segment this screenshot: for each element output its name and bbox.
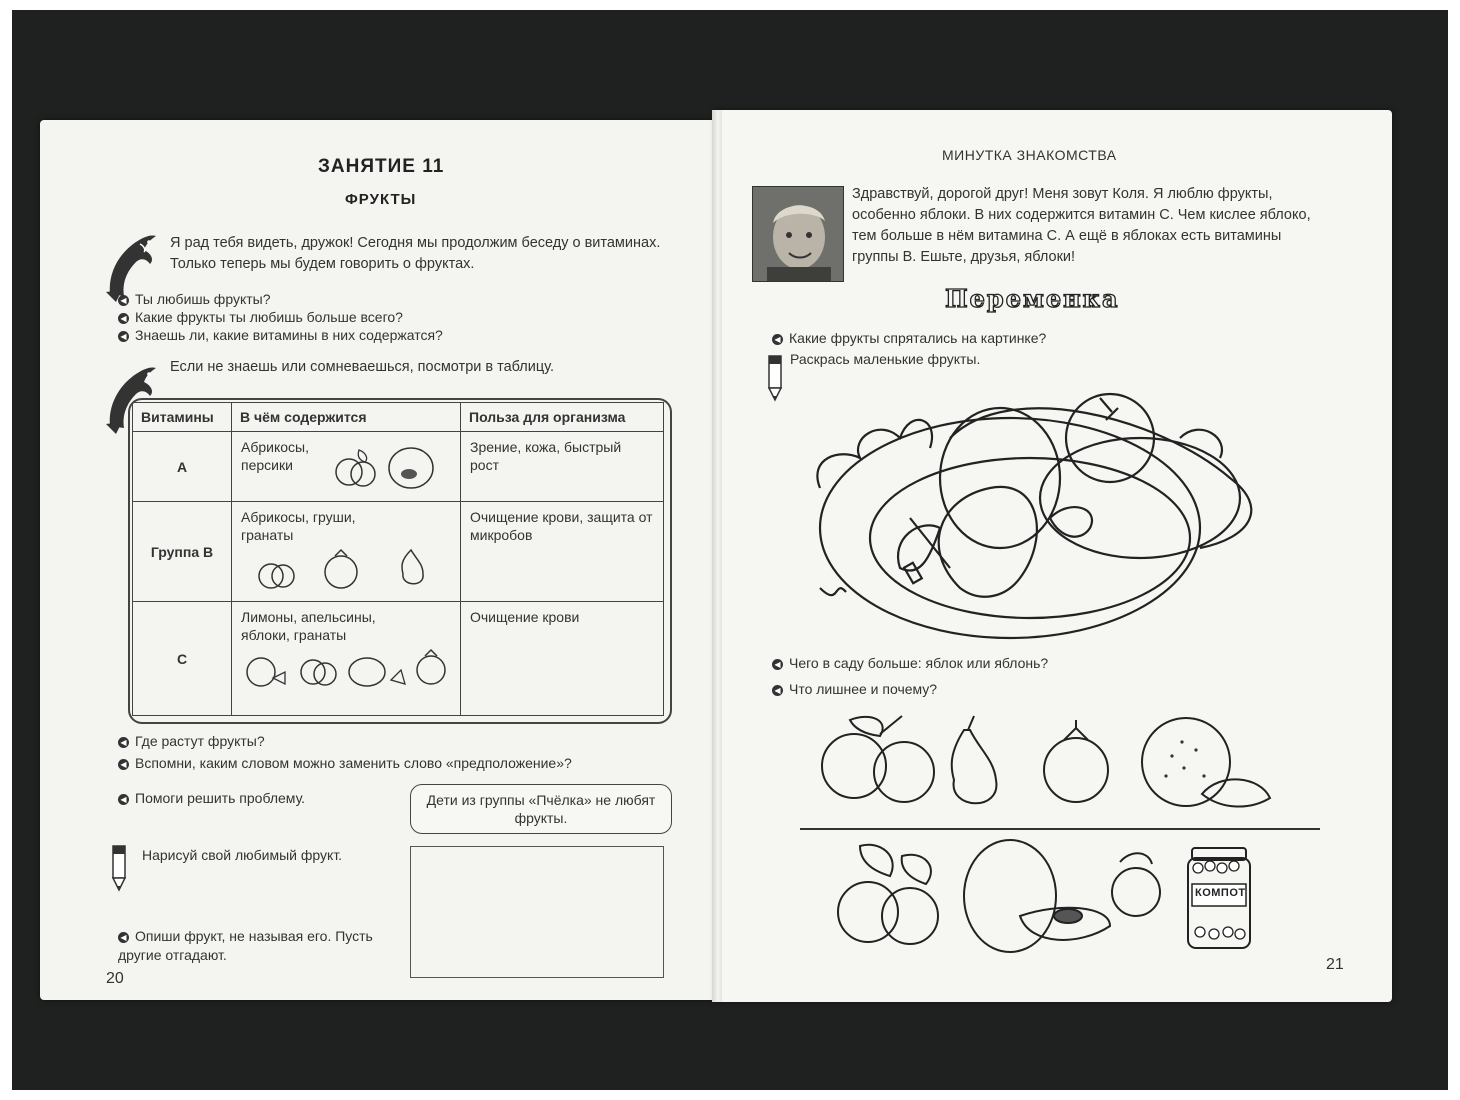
greeting-text: Здравствуй, дорогой друг! Меня зовут Коля. Я люблю фрукты, особенно яблоки. В них содержится витамин С. Чем кислее яблоко, тем больше в нём витамина С. А ещё в яблоках есть витамины группы В. Ешьте, друзья, яблоки!	[852, 186, 1311, 265]
source-cell	[232, 432, 461, 502]
column-header: Витамины	[133, 403, 232, 432]
jar-label: КОМПОТ	[1195, 887, 1246, 899]
table-row	[133, 602, 664, 716]
questions-bottom	[118, 732, 572, 772]
question-item: ◀ Ты любишь фрукты?	[118, 290, 443, 308]
column-header: Польза для организма	[461, 403, 664, 432]
bullet-icon: ◀	[118, 313, 129, 324]
boy-face-icon	[753, 187, 843, 281]
problem-prompt: ◀ Помоги решить проблему.	[118, 789, 305, 807]
vitamin-cell: С	[133, 602, 232, 716]
hidden-fruits-picture	[800, 378, 1280, 648]
source-cell	[232, 602, 461, 716]
section-header: МИНУТКА ЗНАКОМСТВА	[942, 147, 1117, 163]
question-garden: ◀ Чего в саду больше: яблок или яблонь?	[772, 654, 1048, 672]
question-odd-one: ◀ Что лишнее и почему?	[772, 680, 937, 698]
tomato-icon	[1044, 738, 1108, 802]
vitamin-cell: А	[133, 432, 232, 502]
question-item: ◀ Вспомни, каким словом можно заменить слово «предположение»?	[118, 754, 572, 772]
source-text: Лимоны, апельсины, яблоки, гранаты	[241, 609, 376, 643]
bullet-icon: ◀	[118, 932, 129, 943]
book-spine	[712, 110, 722, 1002]
apple-icon	[822, 734, 886, 798]
orange-icon	[1142, 718, 1230, 806]
source-cell	[232, 502, 461, 602]
page-number-left: 20	[106, 970, 124, 987]
drawing-box[interactable]	[410, 846, 664, 978]
pear-icon	[952, 730, 997, 803]
pencil-icon	[104, 842, 134, 892]
source-text: Абрикосы, груши, гранаты	[241, 509, 356, 543]
vitamin-table	[132, 402, 664, 716]
fruit-row-1	[810, 706, 1280, 814]
bullet-icon: ◀	[118, 794, 129, 805]
bullet-icon: ◀	[772, 334, 783, 345]
table-intro: Если не знаешь или сомневаешься, посмотри в таблицу.	[170, 359, 555, 375]
source-text: Абрикосы, персики	[241, 439, 309, 473]
problem-bubble: Дети из группы «Пчёлка» не любят фрукты.	[410, 784, 672, 834]
table-header-row	[133, 403, 664, 432]
page-number-right: 21	[1326, 956, 1344, 973]
break-title: Переменка	[945, 284, 1120, 313]
benefit-cell: Очищение крови, защита от микробов	[461, 502, 664, 602]
question-item: ◀ Знаешь ли, какие витамины в них содержатся?	[118, 326, 443, 344]
bullet-icon: ◀	[118, 295, 129, 306]
plum-icon	[1112, 868, 1160, 916]
row-separator	[800, 828, 1320, 830]
bullet-icon: ◀	[772, 659, 783, 670]
question-item: ◀ Какие фрукты ты любишь больше всего?	[118, 308, 443, 326]
vitamin-cell: Группа В	[133, 502, 232, 602]
boy-photo	[752, 186, 844, 282]
apricot-pomegranate-pear-icon	[241, 544, 431, 592]
describe-prompt: ◀ Опиши фрукт, не называя его. Пусть другие отгадают.	[118, 928, 373, 963]
benefit-cell: Очищение крови	[461, 602, 664, 716]
bullet-icon: ◀	[118, 331, 129, 342]
bullet-icon: ◀	[118, 759, 129, 770]
color-prompt: Раскрась маленькие фрукты.	[790, 351, 981, 367]
benefit-cell: Зрение, кожа, быстрый рост	[461, 432, 664, 502]
question-item: ◀ Где растут фрукты?	[118, 732, 572, 750]
lesson-title: ЗАНЯТИЕ 11	[318, 156, 445, 177]
table-row	[133, 432, 664, 502]
draw-prompt: Нарисуй свой любимый фрукт.	[142, 847, 343, 863]
bullet-icon: ◀	[118, 737, 129, 748]
column-header: В чём содержится	[232, 403, 461, 432]
bullet-icon: ◀	[772, 685, 783, 696]
apricot-peach-icon	[329, 438, 439, 494]
questions-top	[118, 290, 443, 344]
table-row	[133, 502, 664, 602]
intro-text: Я рад тебя видеть, дружок! Сегодня мы продолжим беседу о витаминах. Только теперь мы будем говорить о фруктах.	[170, 235, 661, 272]
melon-icon	[964, 840, 1056, 952]
topic-title: ФРУКТЫ	[345, 191, 417, 208]
question-hidden-fruits: ◀ Какие фрукты спрятались на картинке?	[772, 329, 1046, 347]
pencil-icon	[760, 352, 790, 402]
citrus-apple-pomegranate-icon	[241, 644, 451, 694]
